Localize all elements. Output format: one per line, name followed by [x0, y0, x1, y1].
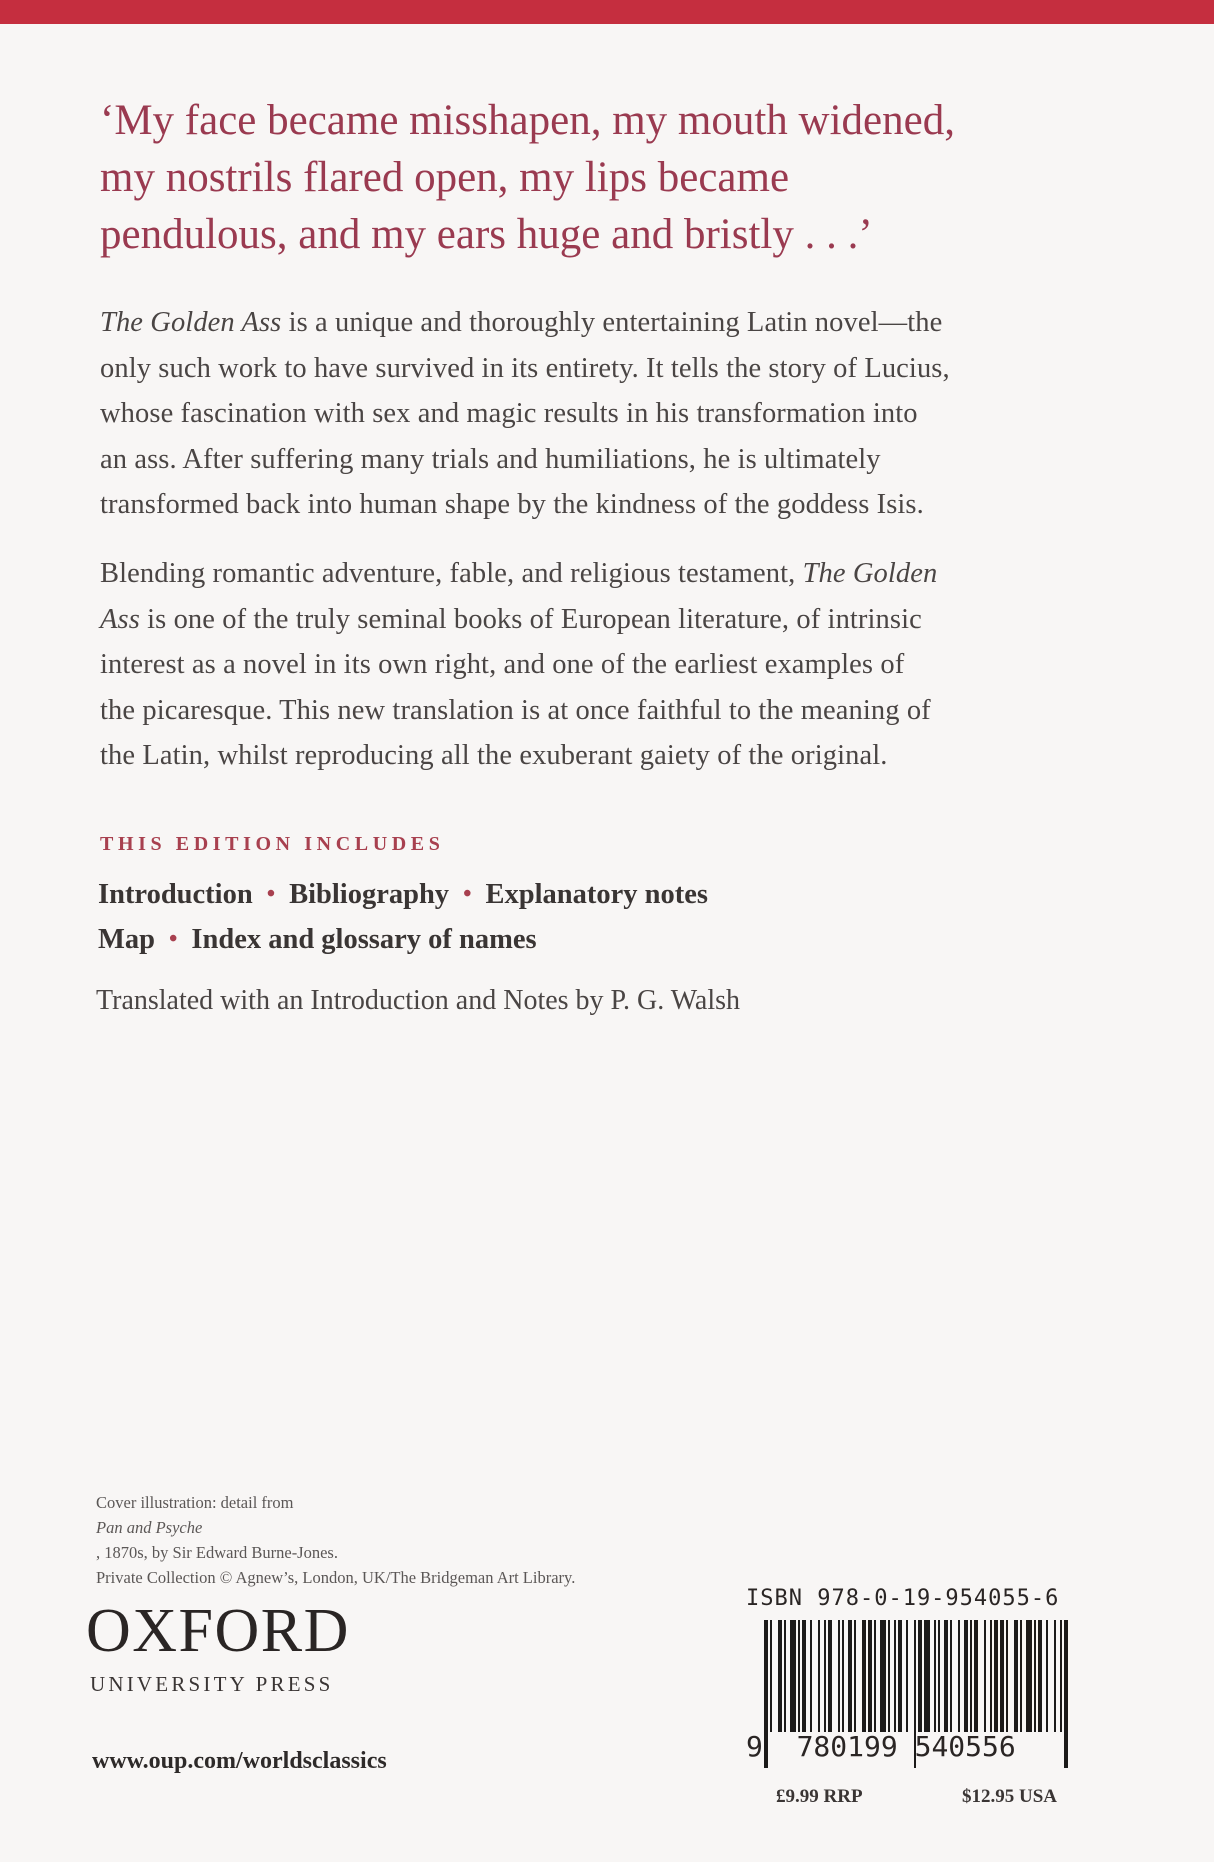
barcode-bar [790, 1620, 796, 1732]
bullet-icon: • [463, 881, 472, 907]
book-title-italic: Ass [100, 603, 140, 635]
includes-item: Bibliography [289, 879, 450, 910]
barcode-bar [894, 1620, 896, 1732]
credit-text: Cover illustration: detail from [96, 1493, 294, 1512]
artwork-title: Pan and Psyche [96, 1518, 203, 1537]
barcode-bar [944, 1620, 948, 1732]
barcode-bar [848, 1620, 852, 1732]
barcode-bar [838, 1620, 840, 1732]
barcode-bar [1054, 1620, 1056, 1732]
bullet-icon: • [266, 881, 276, 907]
cover-illustration-credit [96, 1490, 575, 1590]
book-title-italic: The Golden Ass [100, 307, 282, 338]
top-color-band [0, 0, 1214, 24]
barcode-bar [862, 1620, 866, 1732]
isbn-label: ISBN 978-0-19-954055-6 [746, 1586, 1060, 1611]
barcode-bar [990, 1620, 992, 1732]
blurb-line: the picaresque. This new translation is at once faithful to the meaning of [100, 694, 931, 726]
includes-item: Map [98, 924, 155, 955]
barcode-bar [938, 1620, 940, 1732]
blurb-line: interest as a novel in its own right, and one of the earliest examples of [100, 649, 905, 681]
price-uk: £9.99 RRP [776, 1786, 863, 1807]
barcode-bar [974, 1620, 978, 1732]
barcode-bar [842, 1620, 844, 1732]
blurb-line: the Latin, whilst reproducing all the exuberant gaiety of the original. [100, 740, 888, 772]
blurb-line [100, 300, 1130, 346]
barcode-bar [984, 1620, 986, 1732]
barcode-bar [880, 1620, 886, 1732]
barcode-bar [1038, 1620, 1042, 1732]
barcode-bar [828, 1620, 832, 1732]
barcode-bar [818, 1620, 820, 1732]
barcode-bar [970, 1620, 972, 1732]
quote-line: my nostrils flared open, my lips became [100, 154, 790, 201]
barcode-bar [854, 1620, 856, 1732]
blurb-text: is a unique and thoroughly entertaining Latin novel—the [281, 307, 943, 338]
credit-line [96, 1490, 575, 1565]
barcode-bar [1046, 1620, 1048, 1732]
barcode-bar [1006, 1620, 1008, 1732]
barcode-bar [778, 1620, 782, 1732]
barcode-bar [994, 1620, 998, 1732]
credit-text: , 1870s, by Sir Edward Burne-Jones. [96, 1543, 338, 1562]
barcode-bar [874, 1620, 876, 1732]
barcode-digits-right: 540556 [914, 1730, 1016, 1763]
pull-quote [100, 92, 1140, 263]
barcode-bar [934, 1620, 936, 1732]
edition-includes-list [98, 873, 708, 963]
barcode-digit-left: 9 [746, 1730, 763, 1763]
barcode-bar [950, 1620, 952, 1732]
barcode-bar [1060, 1620, 1062, 1732]
includes-row [98, 873, 708, 918]
barcode-bar [964, 1620, 968, 1732]
barcode-bar [1000, 1620, 1004, 1732]
publisher-logo-wordmark: OXFORD [86, 1597, 350, 1665]
barcode-bar [898, 1620, 902, 1732]
edition-heading: THIS EDITION INCLUDES [100, 833, 445, 855]
barcode-digits [746, 1730, 1016, 1763]
blurb-line: whose fascination with sex and magic results in his transformation into [100, 398, 918, 430]
blurb-line: an ass. After suffering many trials and humiliations, he is ultimately [100, 443, 881, 475]
translator-credit: Translated with an Introduction and Notes by P. G. Walsh [96, 985, 741, 1016]
blurb-text: Blending romantic adventure, fable, and religious testament, [100, 558, 803, 589]
barcode-bar [1014, 1620, 1018, 1732]
barcode-bar [1026, 1620, 1032, 1732]
quote-line: pendulous, and my ears huge and bristly . . .’ [100, 211, 873, 258]
price-us: $12.95 USA [962, 1786, 1058, 1807]
includes-item: Explanatory notes [485, 879, 708, 910]
book-title-italic: The Golden [802, 558, 938, 589]
barcode-bar [1064, 1620, 1068, 1768]
barcode-bar [810, 1620, 812, 1732]
quote-line: ‘My face became misshapen, my mouth widened, [100, 97, 955, 144]
barcode-bar [924, 1620, 930, 1732]
barcode-bar [770, 1620, 772, 1732]
blurb-line: only such work to have survived in its entirety. It tells the story of Lucius, [100, 352, 950, 384]
blurb-line: transformed back into human shape by the kindness of the goddess Isis. [100, 489, 924, 521]
blurb-line [100, 551, 1130, 597]
barcode-bar [888, 1620, 890, 1732]
credit-line: Private Collection © Agnew’s, London, UK/The Bridgeman Art Library. [96, 1568, 576, 1587]
barcode-bar [1034, 1620, 1036, 1732]
barcode-bar [824, 1620, 826, 1732]
includes-item: Index and glossary of names [191, 924, 537, 955]
barcode-bar [1020, 1620, 1022, 1732]
barcode-bar [798, 1620, 800, 1732]
barcode-bar [906, 1620, 908, 1732]
barcode-bar [918, 1620, 922, 1732]
barcode-digits-mid: 780199 [796, 1730, 898, 1763]
blurb-paragraph-1 [100, 300, 1130, 528]
publisher-subtitle: UNIVERSITY PRESS [90, 1672, 334, 1696]
barcode-bar [802, 1620, 806, 1732]
barcode-bar [784, 1620, 786, 1732]
blurb-line [100, 597, 1130, 643]
bullet-icon: • [169, 926, 178, 952]
barcode-bar [868, 1620, 872, 1732]
includes-row [98, 918, 708, 963]
blurb-text: is one of the truly seminal books of European literature, of intrinsic [139, 603, 922, 635]
blurb-paragraph-2 [100, 551, 1130, 779]
includes-item: Introduction [98, 879, 253, 910]
publisher-url: www.oup.com/worldsclassics [92, 1748, 387, 1774]
barcode-bar [958, 1620, 960, 1732]
